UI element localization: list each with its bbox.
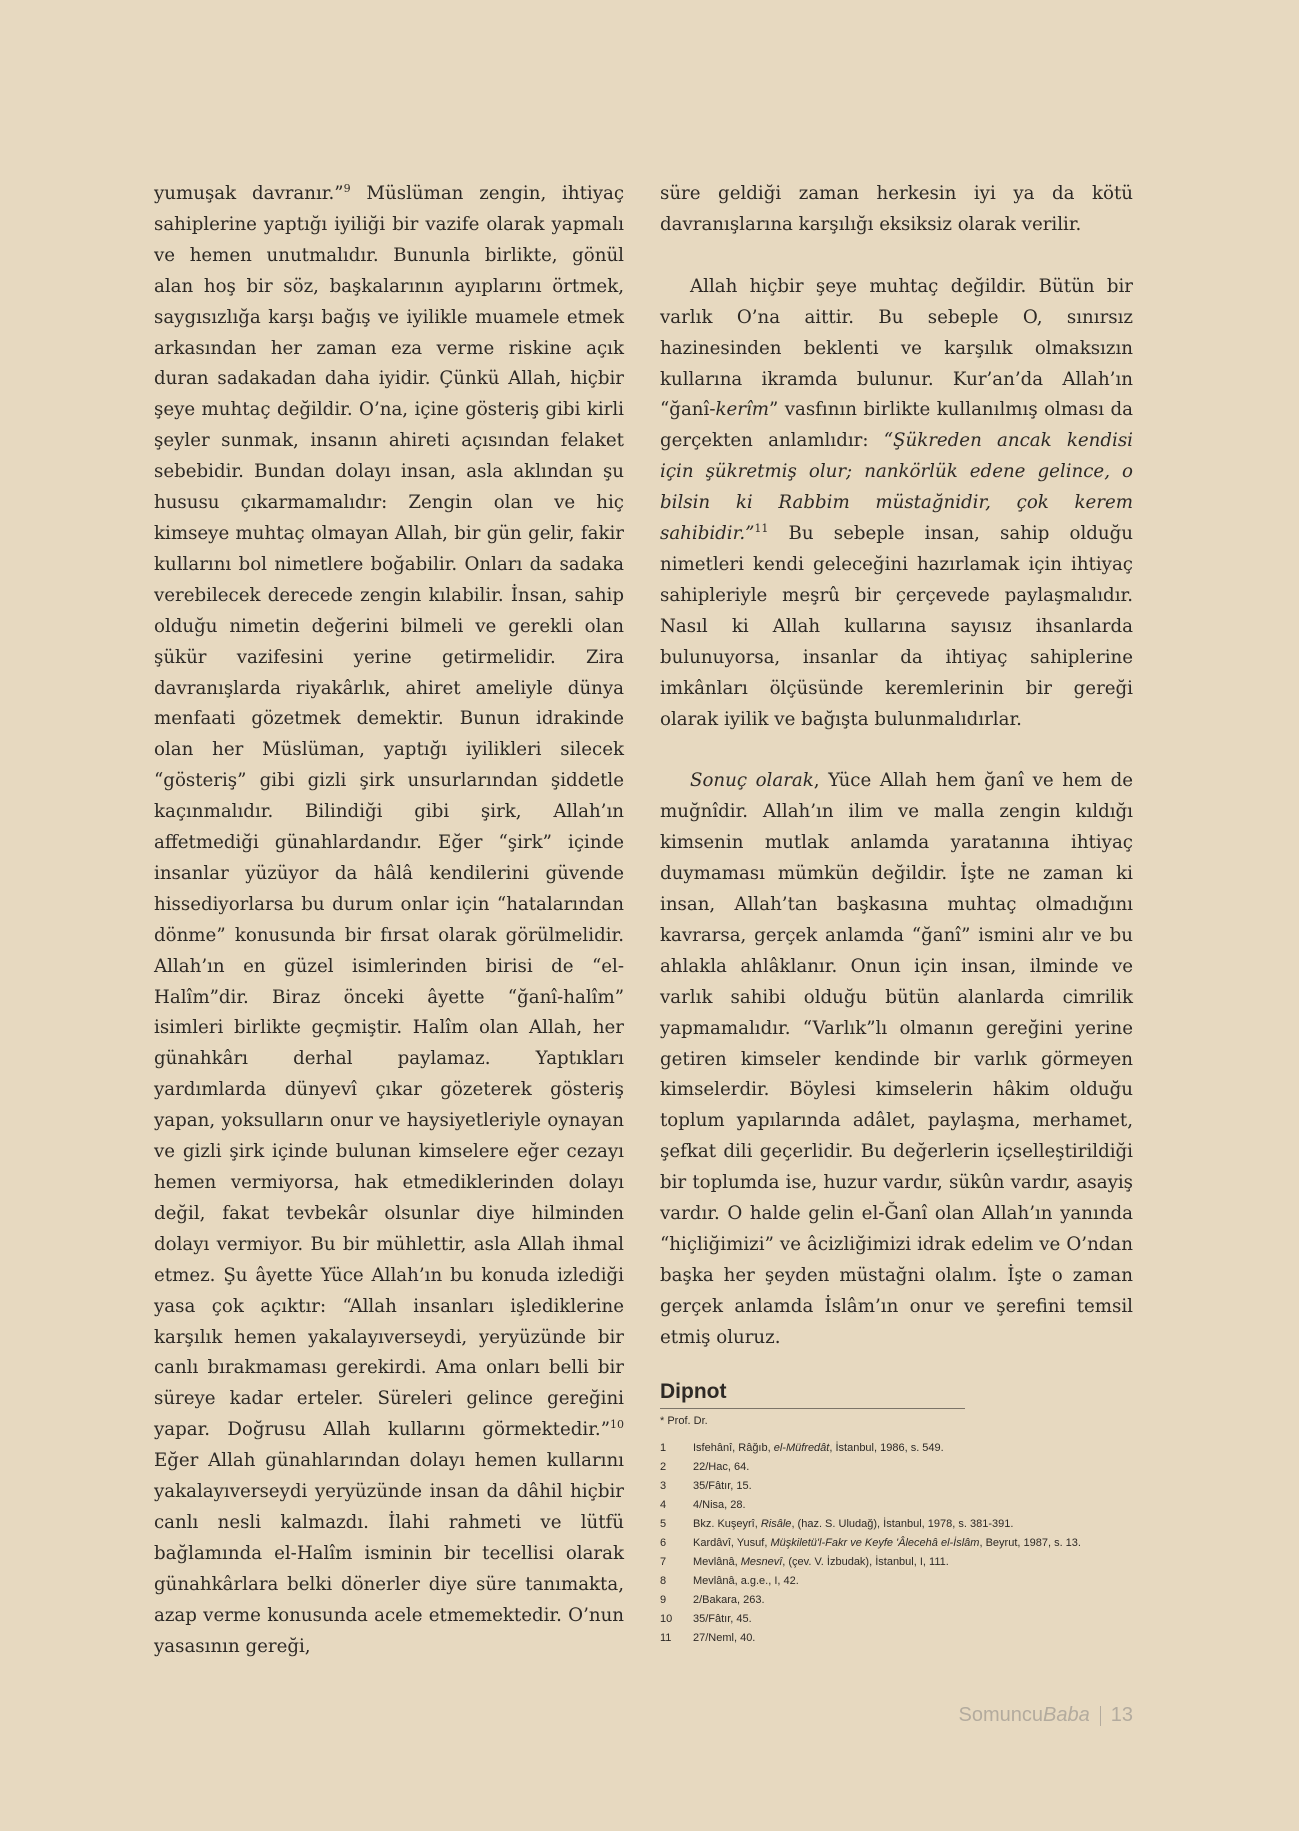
footnote-text: Kardâvî, Yusuf, Müşkiletü'l-Fakr ve Keyfe 'Âlecehâ el-İslâm, Beyrut, 1987, s. 13.: [693, 1537, 1081, 1549]
footnote-item: [660, 1572, 960, 1591]
footnote-number: 4: [660, 1499, 667, 1511]
footnote-text: Bkz. Kuşeyrî, Risâle, (haz. S. Uludağ), İstanbul, 1978, s. 381-391.: [693, 1518, 1014, 1530]
footnote-number: 11: [660, 1632, 672, 1644]
footnote-item: [660, 1515, 1014, 1534]
italic-term: Sonuç olarak: [690, 770, 814, 792]
footnote-number: 6: [660, 1537, 667, 1549]
footnote-item: [660, 1591, 960, 1610]
footnote-ref[interactable]: 10: [610, 1418, 624, 1432]
footer-divider: [1100, 1706, 1101, 1726]
footnote-text: Isfehânî, Râğıb, el-Müfredât, İstanbul, 1986, s. 549.: [693, 1442, 944, 1454]
footnote-text: Mevlânâ, Mesnevî, (çev. V. İzbudak), İstanbul, I, 111.: [693, 1556, 949, 1568]
text-run: yumuşak davranır.”: [154, 183, 344, 204]
italic-term: kerîm: [715, 399, 770, 421]
footnote-text: 22/Hac, 64.: [693, 1461, 750, 1473]
text-run: , Yüce Allah hem ğanî ve hem de muğnîdir. Allah’ın ilim ve malla zengin kıldığı kimsenin mutlak anlamda yaratanına ihtiyaç duymaması mümkün değildir. İşte ne zaman ki insan, Allah’tan başkasına muhtaç olmadığını kavrarsa, gerçek anlamda “ğanî” ismini alır ve bu ahlakla ahlâklanır. Onun için insan, ilminde ve varlık sahibi olduğu bütün alanlarda cimrilik yapmamalıdır. “Varlık”lı olmanın gereğini yerine getiren kimseler kendinde bir varlık görmeyen kimselerdir. Böylesi kimselerin hâkim olduğu toplum yapılarında adâlet, paylaşma, merhamet, şefkat dili geçerlidir. Bu değerlerin içselleştirildiği bir toplumda ise, huzur vardır, sükûn vardır, asayiş vardır. O halde gelin el-Ğanî olan Allah’ın yanında “hiçliğimizi” ve âcizliğimizi idrak edelim ve O’ndan başka her şeyden müstağni olalım. İşte o zaman gerçek anlamda İslâm’ın onur ve şerefini temsil etmiş oluruz.: [660, 770, 1133, 1348]
text-run: Müslüman zengin, ihtiyaç sahiplerine yaptığı iyiliği bir vazife olarak yapmalı ve hemen unutmalıdır. Bununla birlikte, gönül alan hoş bir söz, başkalarının ayıplarını örtmek, saygısızlığa karşı bağış ve iyilikle muamele etmek arkasından her zaman eza verme riskine açık duran sadakadan daha iyidir. Çünkü Allah, hiçbir şeye muhtaç değildir. O’na, içine gösteriş gibi kirli şeyler sunmak, insanın ahireti açısından felaket sebebidir. Bundan dolayı insan, asla aklından şu hususu çıkarmamalıdır: Zengin olan ve hiç kimseye muhtaç olmayan Allah, bir gün gelir, fakir kullarını bol nimetlere boğabilir. Onları da sadaka verebilecek derecede zengin kılabilir. İnsan, sahip olduğu nimetin değerini bilmeli ve gerekli olan şükür vazifesini yerine getirmelidir. Zira davranışlarda riyakârlık, ahiret ameliyle dünya menfaati gözetmek demektir. Bunun idrakinde olan her Müslüman, yaptığı iyilikleri silecek “gösteriş” gibi gizli şirk unsurlarından şiddetle kaçınmalıdır. Bilindiği gibi şirk, Allah’ın affetmediği günahlardandır. Eğer “şirk” içinde insanlar yüzüyor da hâlâ kendilerini güvende hissediyorlarsa bu durum onlar için “hatalarından dönme” konusunda bir fırsat olarak görülmelidir. Allah’ın en güzel isimlerinden birisi de “el-Halîm”dir. Biraz önceki âyette “ğanî-halîm” isimleri birlikte geçmiştir. Halîm olan Allah, her günahkârı derhal paylamaz. Yaptıkları yardımlarda dünyevî çıkar gözeterek gösteriş yapan, yoksulların onur ve haysiyetleriyle oynayan ve gizli şirk içinde bulunan kimselere eğer cezayı hemen vermiyorsa, hak etmediklerinden dolayı değil, fakat tevbekâr olsunlar diye hilminden dolayı vermiyor. Bu bir mühlettir, asla Allah ihmal etmez. Şu âyette Yüce Allah’ın bu konuda izlediği yasa çok açıktır: “Allah insanları işlediklerine karşılık hemen yakalayıverseydi, yeryüzünde bir canlı bırakmaması gerekirdi. Ama onları belli bir süreye kadar erteler. Süreleri gelince gereğini yapar. Doğrusu Allah kullarını görmektedir.”: [154, 183, 625, 1441]
body-paragraph: süre geldiği zaman herkesin iyi ya da kötü davranışlarına karşılığı eksiksiz olarak verilir.: [660, 183, 1133, 235]
footnote-item: [660, 1629, 960, 1648]
text-run: ” vasfının birlikte kullanılmış olması da gerçekten anlamlıdır:: [660, 399, 1133, 452]
text-run: Eğer Allah günahlarından dolayı hemen kullarını yakalayıverseydi yeryüzünde insan da dâhil hiçbir canlı nesli kalmazdı. İlahi rahmeti ve lütfü bağlamında el-Halîm isminin bir tecellisi olarak günahkârlara belki dönerler diye süre tanımakta, azap verme konusunda acele etmemektedir. O’nun yasasının gereği,: [154, 1450, 624, 1657]
footnotes-section: [660, 1380, 1081, 1648]
magazine-logo: SomuncuBaba: [958, 1704, 1090, 1726]
footnote-item: [660, 1534, 1081, 1553]
footnote-number: 3: [660, 1480, 667, 1492]
page-footer: [959, 1704, 1133, 1727]
right-column: [660, 179, 1133, 1354]
text-run: Allah hiçbir şeye muhtaç değildir. Bütün bir varlık O’na aittir. Bu sebeple O, sınırsız hazinesinden beklenti ve karşılık olmaksızın kullarına ikramda bulunur. Kur’an’da Allah’ın “ğanî-: [660, 275, 1133, 421]
page-number: 13: [1110, 1704, 1133, 1726]
footnote-item: [660, 1458, 960, 1477]
body-paragraph: [660, 272, 1133, 736]
footnote-text: 35/Fâtır, 45.: [693, 1613, 752, 1625]
footnote-item: [660, 1553, 960, 1572]
footnote-item: [660, 1496, 960, 1515]
footnote-item: [660, 1477, 960, 1496]
body-paragraph: [154, 179, 624, 1663]
verse-quote: “Şükreden ancak kendisi için şükretmiş olur; nankörlük edene gelince, o bilsin ki Rabbim müstağnidir, çok kerem sahibidir.”: [660, 430, 1133, 545]
footnote-text: 35/Fâtır, 15.: [693, 1480, 752, 1492]
footnote-list: [660, 1439, 1081, 1648]
left-column: [154, 179, 624, 1663]
footnotes-title: Dipnot: [660, 1380, 965, 1409]
footnote-number: 7: [660, 1556, 667, 1568]
footnote-text: 2/Bakara, 263.: [693, 1594, 765, 1606]
footnote-text: Mevlânâ, a.g.e., I, 42.: [693, 1575, 799, 1587]
footnote-number: 2: [660, 1461, 667, 1473]
footnote-item: [660, 1610, 960, 1629]
footnote-ref[interactable]: 11: [754, 522, 769, 535]
footnote-text: 27/Neml, 40.: [693, 1632, 756, 1644]
footnote-text: 4/Nisa, 28.: [693, 1499, 746, 1511]
footnote-number: 1: [660, 1442, 667, 1454]
footnote-number: 10: [660, 1613, 673, 1625]
footnote-number: 8: [660, 1575, 667, 1587]
footnote-ref[interactable]: 9: [343, 181, 351, 195]
footnote-item: [660, 1439, 960, 1458]
footnote-number: 9: [660, 1594, 667, 1606]
conclusion-paragraph: [660, 766, 1133, 1353]
footnote-number: 5: [660, 1518, 667, 1530]
text-run: Bu sebeple insan, sahip olduğu nimetleri kendi geleceğini hazırlamak için ihtiyaç sahipleriyle meşrû bir çerçevede paylaşmalıdır. Nasıl ki Allah kullarına sayısız ihsanlarda bulunuyorsa, insanlar da ihtiyaç sahiplerine imkânları ölçüsünde keremlerinin bir gereği olarak iyilik ve bağışta bulunmalıdırlar.: [660, 523, 1133, 730]
author-note: * Prof. Dr.: [660, 1415, 708, 1427]
